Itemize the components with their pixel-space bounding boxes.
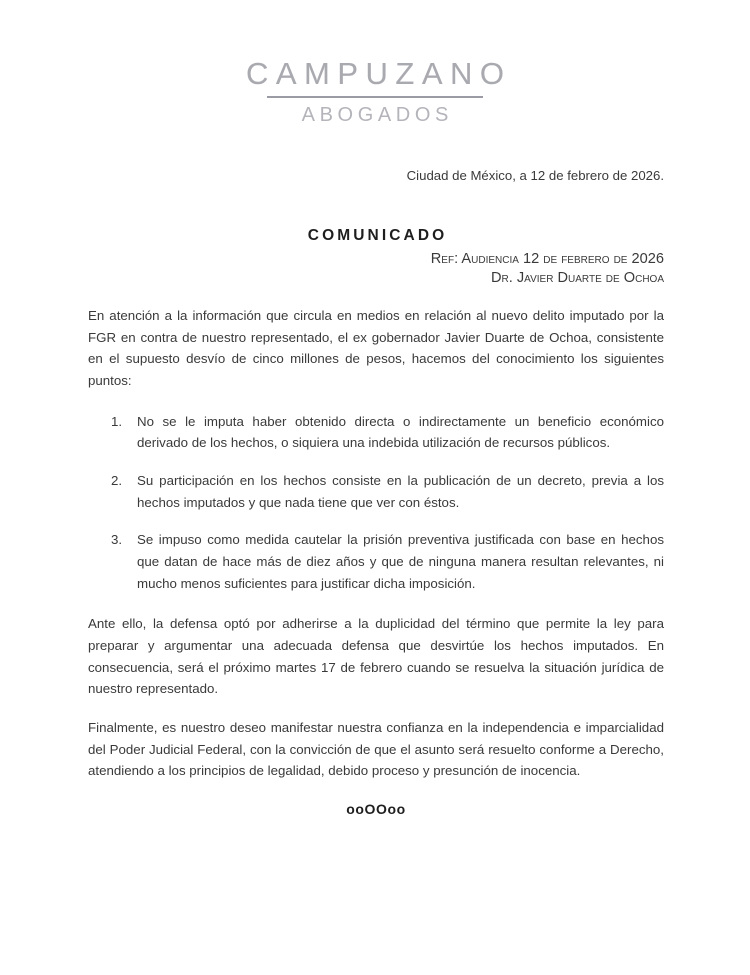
- firm-logo-subtitle: ABOGADOS: [301, 103, 453, 126]
- reference-line-client: Dr. Javier Duarte de Ochoa: [491, 270, 664, 287]
- paragraph-intro: En atención a la información que circula en medios en relación al nuevo delito imputado por la FGR en contra de nuestro representado, el ex gobernador Javier Duarte de Ochoa, consistente en el supuesto desvío de cinco millones de pesos, hacemos del conocimiento los siguientes puntos:: [88, 308, 664, 389]
- page-title: COMUNICADO: [307, 227, 448, 245]
- list-item: Su participación en los hechos consiste en la publicación de un decreto, previa a los hechos imputados y que nada tiene que ver con éstos.: [137, 473, 664, 510]
- dateline: Ciudad de México, a 12 de febrero de 2026.: [406, 168, 664, 183]
- reference-block: [88, 250, 664, 289]
- list-item: Se impuso como medida cautelar la prisión preventiva justificada con base en hechos que datan de hace más de diez años y que de ninguna manera resultan relevantes, ni mucho menos suficientes para justificar dicha imposición.: [137, 532, 664, 591]
- list-item: No se le imputa haber obtenido directa o indirectamente un beneficio económico derivado de los hechos, o siquiera una indebida utilización de recursos públicos.: [137, 413, 664, 451]
- footer-ornament: ooOOoo: [346, 801, 406, 817]
- paragraph-closing-defense: Ante ello, la defensa optó por adherirse a la duplicidad del término que permite la ley para preparar y argumentar una adecuada defensa que desvirtúe los hechos imputados. En consecuencia, será el próximo martes 17 de febrero cuando se resuelva la situación jurídica de nuestro representado.: [88, 616, 664, 697]
- firm-logo-wordmark: CAMPUZANO: [245, 56, 512, 91]
- letterhead: [0, 0, 750, 125]
- document-content: [88, 305, 664, 782]
- reference-line-hearing: Ref: Audiencia 12 de febrero de 2026: [430, 251, 664, 267]
- numbered-points-list: [88, 411, 664, 595]
- paragraph-closing-confidence: Finalmente, es nuestro deseo manifestar nuestra confianza en la independencia e imparcialidad del Poder Judicial Federal, con la convicción de que el asunto será resuelto conforme a Derecho, atendiendo a los principios de legalidad, debido proceso y presunción de inocencia.: [88, 720, 664, 779]
- logo-divider-rule: [267, 96, 483, 98]
